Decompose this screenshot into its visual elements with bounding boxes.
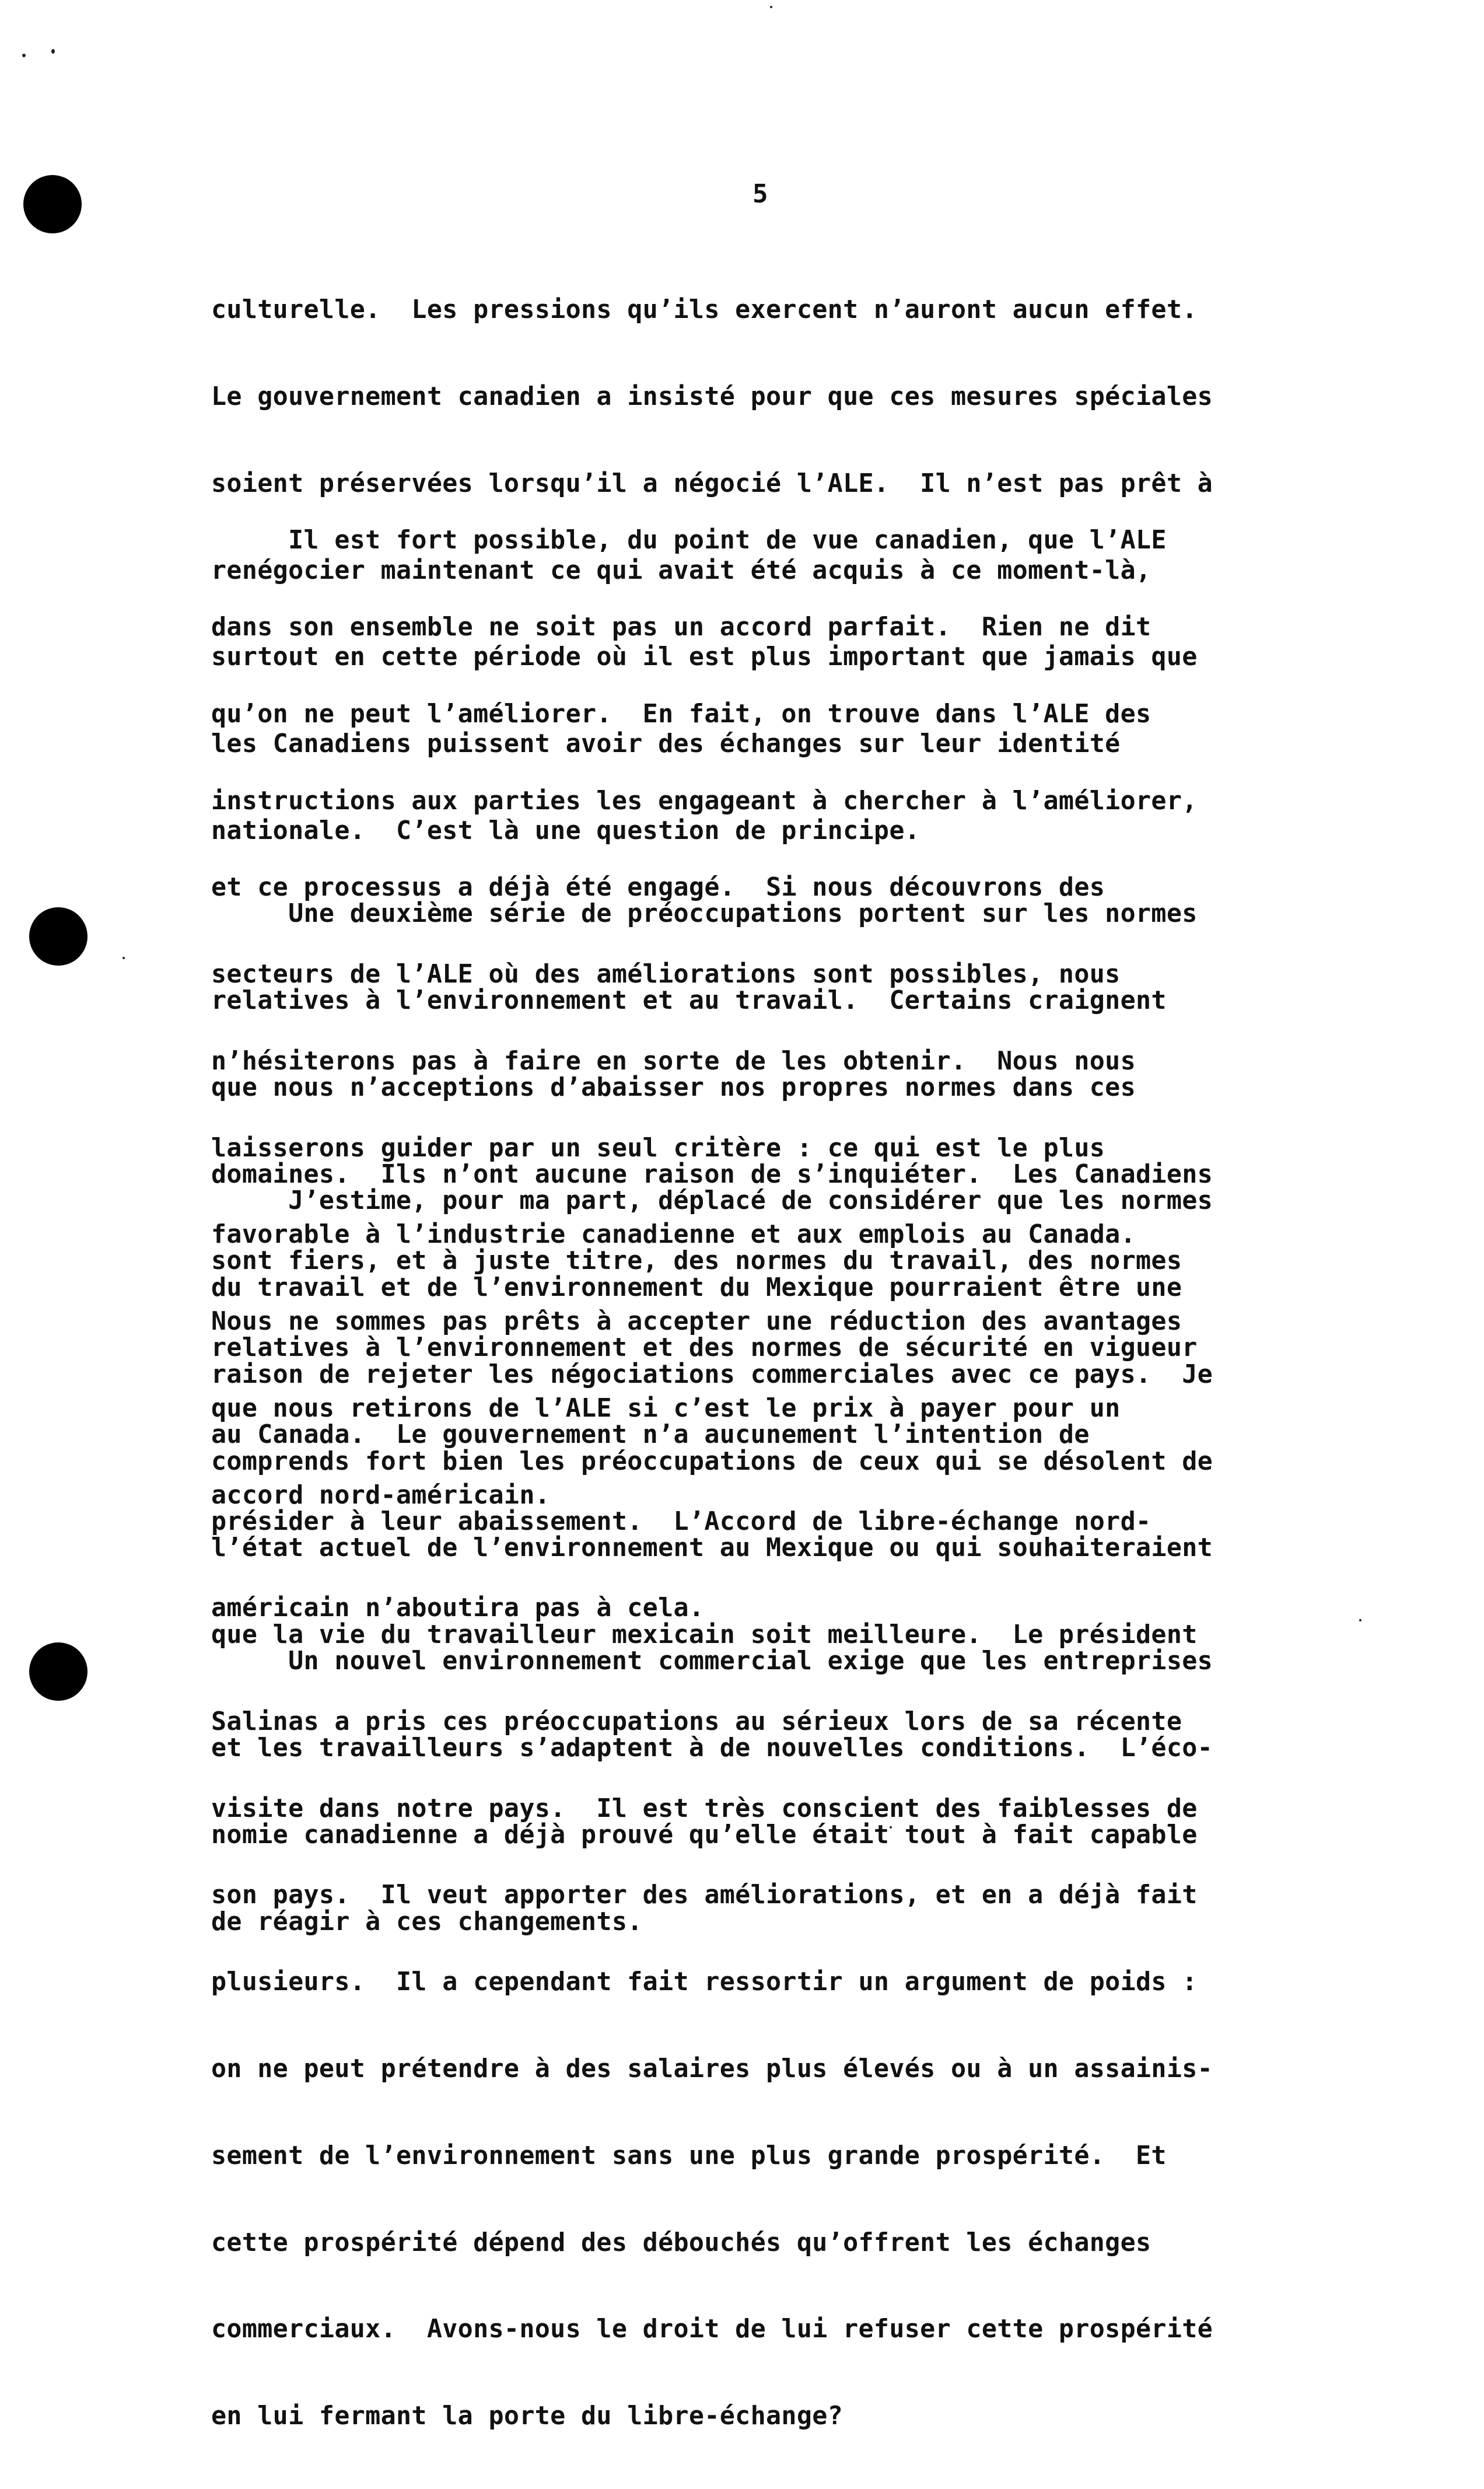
text-line: qu’on ne peut l’améliorer. En fait, on trouve dans l’ALE des — [211, 699, 1152, 729]
text-line: cette prospérité dépend des débouchés qu’offrent les échanges — [211, 2228, 1152, 2257]
text-line: Le gouvernement canadien a insisté pour que ces mesures spéciales — [211, 382, 1213, 411]
text-line: sement de l’environnement sans une plus grande prospérité. Et — [211, 2141, 1167, 2170]
text-line: comprends fort bien les préoccupations de ceux qui se désolent de — [211, 1446, 1213, 1476]
text-line: n’hésiterons pas à faire en sorte de les obtenir. Nous nous — [211, 1046, 1136, 1076]
text-line: les Canadiens puissent avoir des échanges sur leur identité — [211, 729, 1121, 759]
text-line: présider à leur abaissement. L’Accord de libre-échange nord- — [211, 1506, 1152, 1536]
text-line: visite dans notre pays. Il est très conscient des faiblesses de — [211, 1794, 1198, 1823]
text-line: au Canada. Le gouvernement n’a aucunement l’intention de — [211, 1420, 1090, 1449]
punch-hole-middle — [29, 907, 88, 966]
text-line: l’état actuel de l’environnement au Mexique ou qui souhaiteraient — [211, 1533, 1213, 1563]
text-line: que nous retirons de l’ALE si c’est le prix à payer pour un — [211, 1394, 1121, 1423]
text-line: Une deuxième série de préoccupations portent sur les normes — [211, 899, 1198, 929]
text-line: de réagir à ces changements. — [211, 1907, 643, 1936]
text-line: sont fiers, et à juste titre, des normes du travail, des normes — [211, 1246, 1182, 1276]
text-line: Un nouvel environnement commercial exige que les entreprises — [211, 1646, 1213, 1676]
page-number: 5 — [752, 179, 768, 209]
text-line: relatives à l’environnement et au travail. Certains craignent — [211, 985, 1167, 1015]
text-line: accord nord-américain. — [211, 1480, 551, 1510]
text-line: J’estime, pour ma part, déplacé de considérer que les normes — [211, 1186, 1213, 1216]
text-line: Il est fort possible, du point de vue canadien, que l’ALE — [211, 526, 1167, 555]
text-line: américain n’aboutira pas à cela. — [211, 1593, 705, 1623]
text-line: du travail et de l’environnement du Mexique pourraient être une — [211, 1273, 1182, 1302]
text-line: surtout en cette période où il est plus important que jamais que — [211, 642, 1198, 672]
text-line: et les travailleurs s’adaptent à de nouvelles conditions. L’éco- — [211, 1733, 1213, 1763]
text-line: raison de rejeter les négociations commerciales avec ce pays. Je — [211, 1359, 1213, 1389]
text-line: instructions aux parties les engageant à chercher à l’améliorer, — [211, 786, 1198, 816]
text-line: en lui fermant la porte du libre-échange? — [211, 2401, 844, 2431]
punch-hole-top — [23, 175, 82, 233]
text-line: dans son ensemble ne soit pas un accord parfait. Rien ne dit — [211, 612, 1152, 642]
scan-speck — [123, 957, 125, 959]
text-line: nomie canadienne a déjà prouvé qu’elle était tout à fait capable — [211, 1820, 1198, 1850]
paragraph-5 — [211, 1589, 1349, 1994]
text-line: culturelle. Les pressions qu’ils exercent n’auront aucun effet. — [211, 295, 1198, 325]
text-line: nationale. C’est là une question de principe. — [211, 816, 921, 845]
text-line: et ce processus a déjà été engagé. Si nous découvrons des — [211, 873, 1105, 903]
text-line: domaines. Ils n’ont aucune raison de s’inquiéter. Les Canadiens — [211, 1159, 1213, 1189]
text-line: on ne peut prétendre à des salaires plus élevés ou à un assainis- — [211, 2054, 1213, 2084]
text-line: relatives à l’environnement et des normes de sécurité en vigueur — [211, 1333, 1198, 1363]
text-line: favorable à l’industrie canadienne et aux emplois au Canada. — [211, 1220, 1136, 1250]
text-line: Nous ne sommes pas prêts à accepter une réduction des avantages — [211, 1307, 1182, 1337]
text-line: que nous n’acceptions d’abaisser nos propres normes dans ces — [211, 1072, 1136, 1102]
text-line: commerciaux. Avons-nous le droit de lui refuser cette prospérité — [211, 2315, 1213, 2344]
scan-speck — [770, 6, 772, 8]
punch-hole-bottom — [29, 1642, 88, 1701]
text-line: que la vie du travailleur mexicain soit meilleure. Le président — [211, 1620, 1198, 1650]
text-line: secteurs de l’ALE où des améliorations sont possibles, nous — [211, 960, 1121, 990]
text-line: laisserons guider par un seul critère : ce qui est le plus — [211, 1133, 1105, 1163]
text-line: plusieurs. Il a cependant fait ressortir un argument de poids : — [211, 1967, 1198, 1997]
text-line: son pays. Il veut apporter des améliorations, et en a déjà fait — [211, 1880, 1198, 1910]
text-line: Salinas a pris ces préoccupations au sérieux lors de sa récente — [211, 1707, 1182, 1736]
text-line: renégocier maintenant ce qui avait été acquis à ce moment-là, — [211, 555, 1152, 585]
text-line: soient préservées lorsqu’il a négocié l’ALE. Il n’est pas prêt à — [211, 469, 1213, 498]
scan-speck — [51, 49, 55, 54]
scan-speck — [22, 54, 26, 57]
scan-speck — [1359, 1619, 1362, 1621]
